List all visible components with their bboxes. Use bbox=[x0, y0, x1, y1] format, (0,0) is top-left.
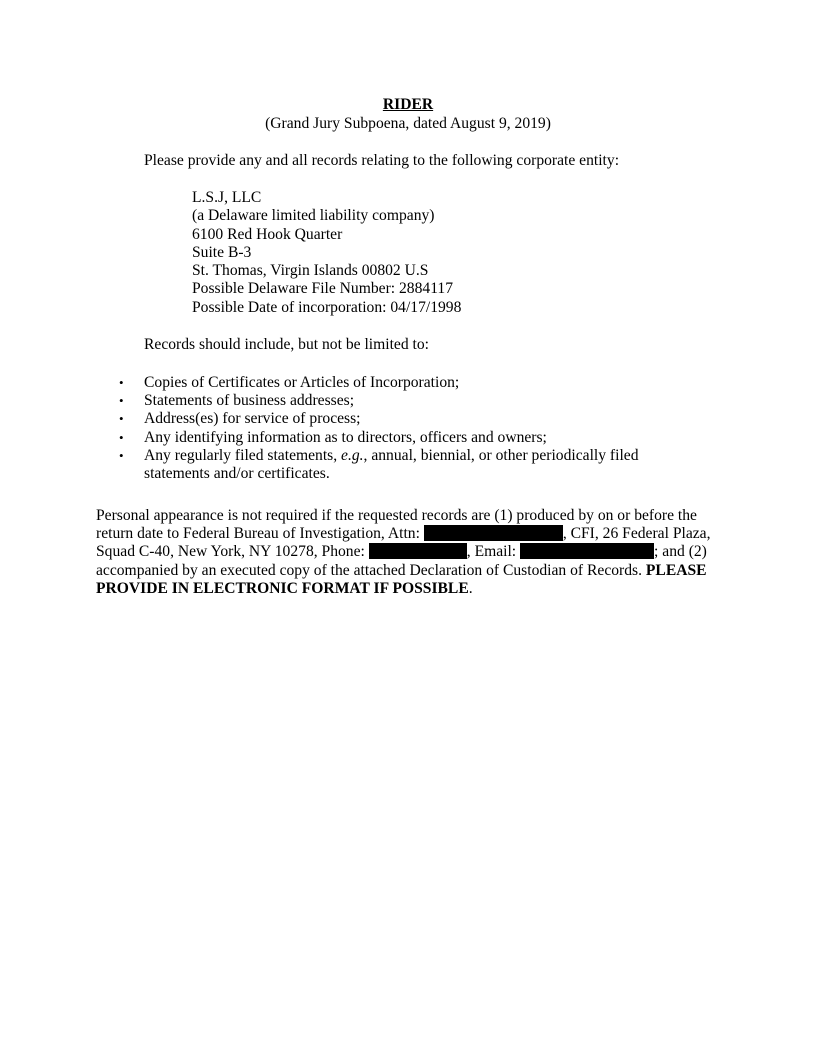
records-list bbox=[119, 374, 704, 483]
entity-file-number: Possible Delaware File Number: 2884117 bbox=[192, 280, 454, 297]
entity-type: (a Delaware limited liability company) bbox=[192, 207, 435, 224]
records-intro: Records should include, but not be limited to: bbox=[144, 336, 429, 353]
entity-incorporation-date: Possible Date of incorporation: 04/17/1998 bbox=[192, 299, 462, 316]
redaction-attn bbox=[424, 525, 563, 541]
list-item-text: Address(es) for service of process; bbox=[144, 410, 361, 428]
entity-city: St. Thomas, Virgin Islands 00802 U.S bbox=[192, 262, 429, 279]
electronic-format-notice: PLEASE PROVIDE IN ELECTRONIC FORMAT IF POSSIBLE bbox=[96, 561, 707, 597]
list-item bbox=[119, 446, 704, 483]
closing-text: Personal appearance is not required if the requested records are (1) produced by on or before the return date to Federal Bureau of Investigation, Attn: bbox=[96, 507, 697, 543]
bullet-icon: • bbox=[119, 429, 124, 445]
bullet-icon: • bbox=[119, 375, 124, 390]
rider-subtitle: (Grand Jury Subpoena, dated August 9, 2019) bbox=[265, 115, 551, 132]
list-item-text: Statements of business addresses; bbox=[144, 392, 355, 410]
bullet-icon: • bbox=[119, 393, 124, 409]
list-item-text: Copies of Certificates or Articles of Incorporation; bbox=[144, 374, 460, 391]
redaction-phone bbox=[369, 543, 467, 559]
closing-text: . bbox=[468, 579, 473, 597]
list-item-text: Any regularly filed statements, bbox=[144, 446, 342, 464]
list-item-italic: e.g. bbox=[341, 446, 364, 464]
closing-paragraph bbox=[96, 507, 720, 598]
list-item bbox=[119, 410, 704, 428]
closing-text: ; and (2) accompanied by an executed copy of the attached Declaration of Custodian of Records. bbox=[96, 543, 707, 579]
closing-text: , CFI, 26 Federal Plaza, Squad C-40, New York, NY 10278, Phone: bbox=[96, 525, 711, 561]
entity-name: L.S.J, LLC bbox=[192, 189, 262, 206]
bullet-icon: • bbox=[119, 411, 124, 427]
list-item-text: , annual, biennial, or other periodically filed statements and/or certificates. bbox=[144, 446, 639, 483]
rider-title: RIDER bbox=[382, 96, 434, 113]
closing-text: , Email: bbox=[466, 543, 521, 561]
list-item bbox=[119, 374, 704, 392]
list-item bbox=[119, 428, 704, 447]
bullet-icon: • bbox=[119, 447, 124, 463]
list-item bbox=[119, 392, 704, 410]
list-item-text: Any identifying information as to directors, officers and owners; bbox=[144, 428, 547, 446]
redaction-email bbox=[520, 543, 654, 559]
entity-street: 6100 Red Hook Quarter bbox=[192, 226, 343, 243]
intro-text: Please provide any and all records relating to the following corporate entity: bbox=[144, 152, 620, 169]
entity-suite: Suite B-3 bbox=[192, 244, 252, 261]
